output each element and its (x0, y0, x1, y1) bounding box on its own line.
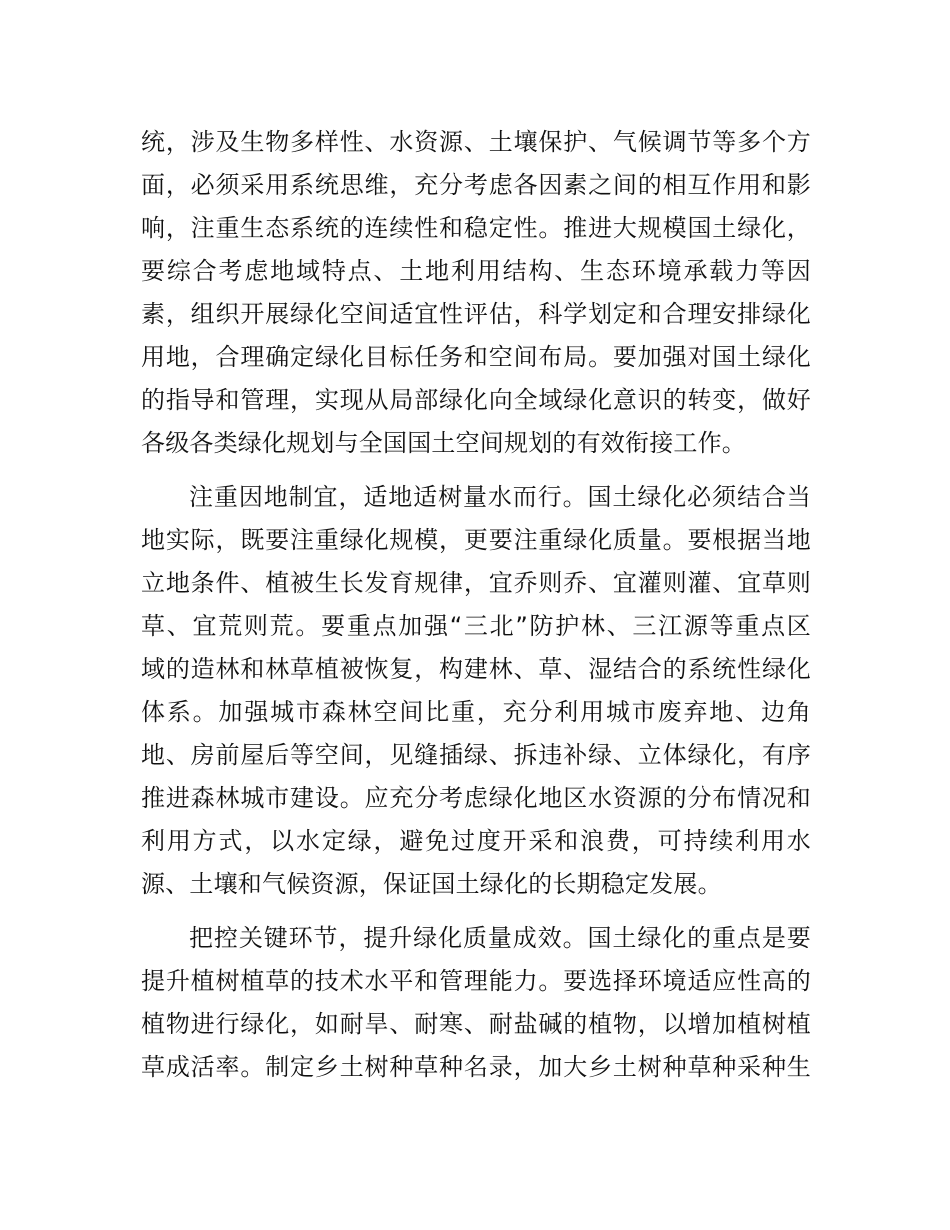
paragraph-1-line-5: 素，组织开展绿化空间适宜性评估，科学划定和合理安排绿化 (141, 300, 811, 328)
paragraph-3-line-4: 草成活率。制定乡土树种草种名录，加大乡土树种草种采种生 (141, 1053, 811, 1081)
paragraph-2-line-2: 地实际，既要注重绿化规模，更要注重绿化质量。要根据当地 (141, 526, 811, 554)
paragraph-1-line-7: 的指导和管理，实现从局部绿化向全域绿化意识的转变，做好 (141, 386, 811, 414)
paragraph-3-line-1: 把控关键环节，提升绿化质量成效。国土绿化的重点是要 (189, 924, 811, 952)
paragraph-2-line-1: 注重因地制宜，适地适树量水而行。国土绿化必须结合当 (189, 483, 811, 511)
paragraph-1-line-3: 响，注重生态系统的连续性和稳定性。推进大规模国土绿化， (141, 214, 811, 242)
paragraph-2-line-7: 地、房前屋后等空间，见缝插绿、拆违补绿、立体绿化，有序 (141, 741, 811, 769)
paragraph-2-line-10: 源、土壤和气候资源，保证国土绿化的长期稳定发展。 (141, 870, 722, 898)
paragraph-2-line-5: 域的造林和林草植被恢复，构建林、草、湿结合的系统性绿化 (141, 655, 811, 683)
paragraph-3-line-3: 植物进行绿化，如耐旱、耐寒、耐盐碱的植物，以增加植树植 (141, 1010, 811, 1038)
paragraph-2-line-9: 利用方式，以水定绿，避免过度开采和浪费，可持续利用水 (141, 827, 811, 855)
paragraph-3-line-2: 提升植树植草的技术水平和管理能力。要选择环境适应性高的 (141, 967, 811, 995)
paragraph-1-line-2: 面，必须采用系统思维，充分考虑各因素之间的相互作用和影 (141, 171, 811, 199)
paragraph-2-line-4: 草、宜荒则荒。要重点加强“三北”防护林、三江源等重点区 (141, 612, 811, 640)
paragraph-1-line-6: 用地，合理确定绿化目标任务和空间布局。要加强对国土绿化 (141, 343, 811, 371)
paragraph-1-line-1: 统，涉及生物多样性、水资源、土壤保护、气候调节等多个方 (141, 128, 811, 156)
paragraph-1-line-8: 各级各类绿化规划与全国国土空间规划的有效衔接工作。 (141, 429, 746, 457)
paragraph-2-line-8: 推进森林城市建设。应充分考虑绿化地区水资源的分布情况和 (141, 784, 811, 812)
paragraph-1-line-4: 要综合考虑地域特点、土地利用结构、生态环境承载力等因 (141, 257, 811, 285)
paragraph-2-line-6: 体系。加强城市森林空间比重，充分利用城市废弃地、边角 (141, 698, 811, 726)
paragraph-2-line-3: 立地条件、植被生长发育规律，宜乔则乔、宜灌则灌、宜草则 (141, 569, 811, 597)
